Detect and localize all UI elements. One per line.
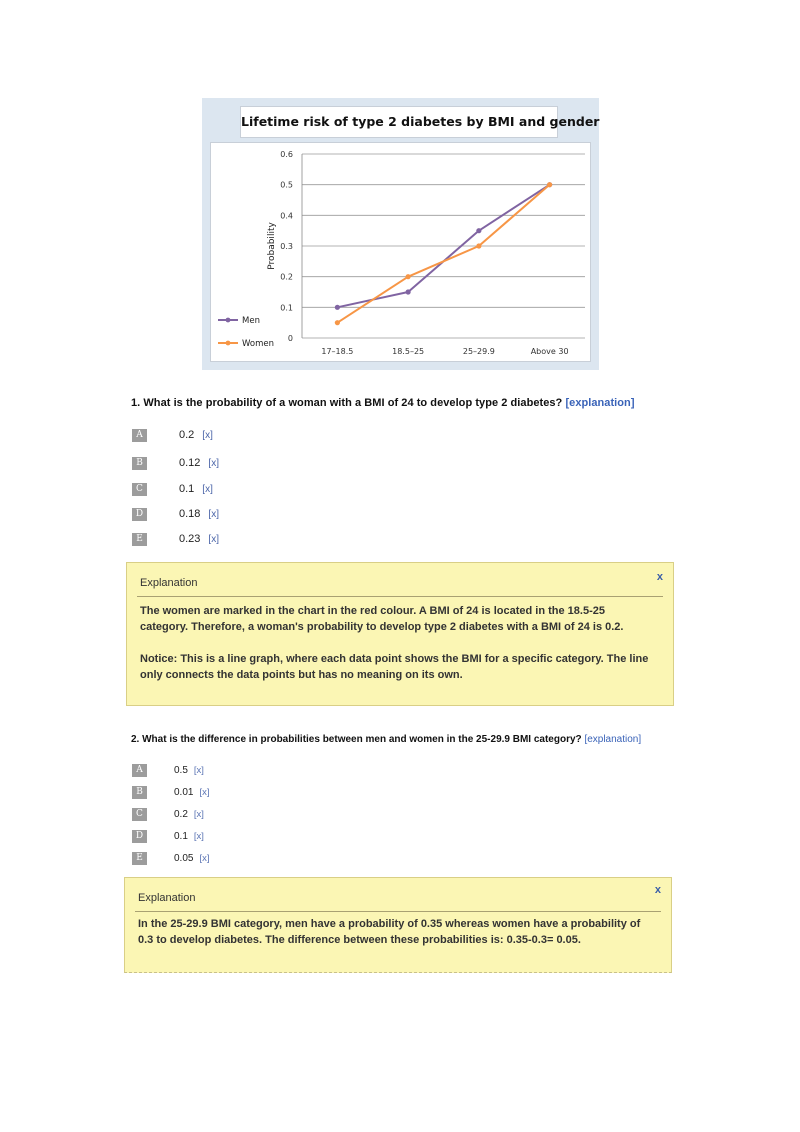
option-value[interactable]: 0.5 <box>174 764 188 776</box>
explanation-box-2 <box>124 877 672 973</box>
question-1-explanation-link[interactable]: [explanation] <box>565 397 635 409</box>
explanation-header: Explanation <box>140 577 198 589</box>
data-point-men <box>406 289 411 294</box>
close-icon[interactable]: x <box>656 571 663 583</box>
y-tick-label: 0.4 <box>280 211 293 221</box>
option-value[interactable]: 0.2 <box>179 429 195 441</box>
option-dismiss-link[interactable]: [x] <box>208 457 219 469</box>
option-value[interactable]: 0.1 <box>179 483 195 495</box>
option-letter-badge: D <box>132 830 147 843</box>
data-point-men <box>476 228 481 233</box>
legend-swatch-marker <box>226 341 231 346</box>
legend-label: Women <box>242 339 275 349</box>
legend-swatch-marker <box>226 318 231 323</box>
question-2-explanation-link[interactable]: [explanation] <box>584 734 642 745</box>
option-value[interactable]: 0.01 <box>174 786 194 798</box>
x-tick-label: 17–18.5 <box>321 347 354 356</box>
option-letter-badge: E <box>132 852 147 865</box>
data-point-women <box>406 274 411 279</box>
q2-option-d[interactable] <box>132 829 204 843</box>
option-dismiss-link[interactable]: [x] <box>193 764 204 776</box>
option-value[interactable]: 0.05 <box>174 852 194 864</box>
explanation-paragraph: In the 25-29.9 BMI category, men have a probability of 0.35 whereas women have a probability of 0.3 to develop diabetes. The difference between these probabilities is: 0.35-0.3= 0.05. <box>138 918 641 946</box>
y-tick-label: 0.1 <box>280 303 293 313</box>
option-value[interactable]: 0.12 <box>179 457 201 469</box>
question-2-text: 2. What is the difference in probabilities between men and women in the 25-29.9 BMI category? <box>131 734 582 745</box>
legend-label: Men <box>242 316 260 326</box>
q2-option-e[interactable] <box>132 851 210 865</box>
explanation-notice: Notice: This is a line graph, where each data point shows the BMI for a specific category. The line only connects the data points but has no meaning on its own. <box>140 653 649 681</box>
x-tick-label: 25–29.9 <box>462 347 495 356</box>
option-letter-badge: E <box>132 533 147 546</box>
explanation-body <box>140 603 651 683</box>
y-axis-title: Probability <box>267 222 277 270</box>
option-letter-badge: C <box>132 483 147 496</box>
close-icon[interactable]: x <box>654 884 661 896</box>
q1-option-d[interactable] <box>132 507 219 521</box>
x-tick-label: Above 30 <box>530 347 569 356</box>
option-dismiss-link[interactable]: [x] <box>193 808 204 820</box>
question-2 <box>131 734 641 745</box>
q2-option-a[interactable] <box>132 763 204 777</box>
explanation-box-1 <box>126 562 674 706</box>
data-point-women <box>476 243 481 248</box>
explanation-paragraph: The women are marked in the chart in the red colour. A BMI of 24 is located in the 18.5-25 category. Therefore, a woman's probability to develop type 2 diabetes with a BMI of 24 is 0.2. <box>140 605 624 633</box>
y-tick-label: 0.5 <box>280 180 293 190</box>
q2-option-b[interactable] <box>132 785 210 799</box>
option-dismiss-link[interactable]: [x] <box>208 533 219 545</box>
y-tick-label: 0.2 <box>280 272 293 282</box>
x-tick-label: 18.5–25 <box>392 347 425 356</box>
explanation-body <box>138 916 649 948</box>
option-dismiss-link[interactable]: [x] <box>199 852 210 864</box>
option-value[interactable]: 0.1 <box>174 830 188 842</box>
option-letter-badge: D <box>132 508 147 521</box>
q1-option-a[interactable] <box>132 428 213 442</box>
option-letter-badge: B <box>132 457 147 470</box>
option-letter-badge: A <box>132 429 147 442</box>
y-tick-label: 0.3 <box>280 242 293 251</box>
option-value[interactable]: 0.18 <box>179 508 201 520</box>
data-point-women <box>547 182 552 187</box>
data-point-men <box>335 305 340 310</box>
divider <box>137 596 663 597</box>
chart-panel <box>202 98 599 370</box>
option-dismiss-link[interactable]: [x] <box>202 429 213 441</box>
option-dismiss-link[interactable]: [x] <box>202 483 213 495</box>
explanation-header: Explanation <box>138 892 196 904</box>
option-value[interactable]: 0.23 <box>179 533 201 545</box>
option-dismiss-link[interactable]: [x] <box>208 508 219 520</box>
option-letter-badge: B <box>132 786 147 799</box>
question-1 <box>131 397 635 409</box>
q1-option-e[interactable] <box>132 532 219 546</box>
option-letter-badge: A <box>132 764 147 777</box>
chart-title: Lifetime risk of type 2 diabetes by BMI and gender <box>240 106 558 138</box>
y-tick-label: 0 <box>287 334 293 343</box>
q2-option-c[interactable] <box>132 807 204 821</box>
option-letter-badge: C <box>132 808 147 821</box>
y-tick-label: 0.6 <box>280 150 293 159</box>
data-point-women <box>335 320 340 325</box>
option-value[interactable]: 0.2 <box>174 808 188 820</box>
option-dismiss-link[interactable]: [x] <box>199 786 210 798</box>
q1-option-b[interactable] <box>132 456 219 470</box>
q1-option-c[interactable] <box>132 482 213 496</box>
option-dismiss-link[interactable]: [x] <box>193 830 204 842</box>
line-chart <box>202 98 599 370</box>
divider <box>135 911 661 912</box>
question-1-text: 1. What is the probability of a woman with a BMI of 24 to develop type 2 diabetes? <box>131 397 563 409</box>
